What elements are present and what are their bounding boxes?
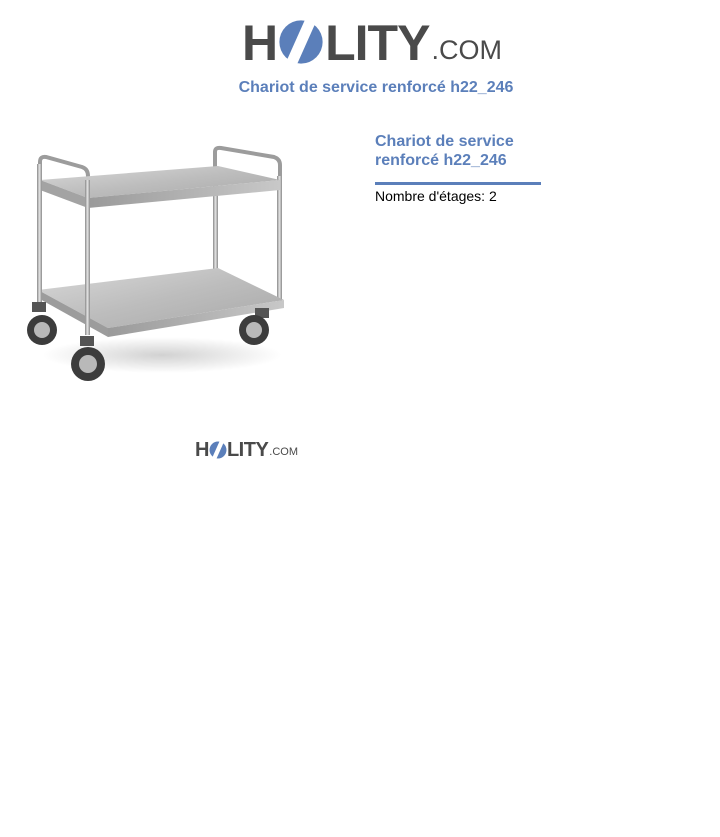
- logo-letters-lity: LITY: [226, 439, 269, 461]
- product-spec: Nombre d'étages: 2: [375, 188, 497, 204]
- logo-letter-h: H: [242, 15, 278, 71]
- product-info: [375, 132, 545, 205]
- holity-o-logo-icon: [209, 441, 227, 459]
- stainless-steel-service-trolley-image: [22, 140, 290, 385]
- page-title: Chariot de service renforcé h22_246: [238, 79, 514, 96]
- site-logo-footer[interactable]: [195, 438, 298, 460]
- product-image: [22, 140, 290, 385]
- logo-suffix: .COM: [431, 35, 502, 65]
- logo-suffix: .COM: [269, 446, 299, 458]
- logo-letters-lity: LITY: [325, 15, 430, 71]
- product-name: Chariot de service renforcé h22_246: [375, 133, 514, 169]
- logo-letter-h: H: [195, 439, 209, 461]
- holity-o-logo-icon: [278, 19, 324, 65]
- site-logo-header[interactable]: [242, 12, 502, 71]
- title-divider: [375, 182, 541, 185]
